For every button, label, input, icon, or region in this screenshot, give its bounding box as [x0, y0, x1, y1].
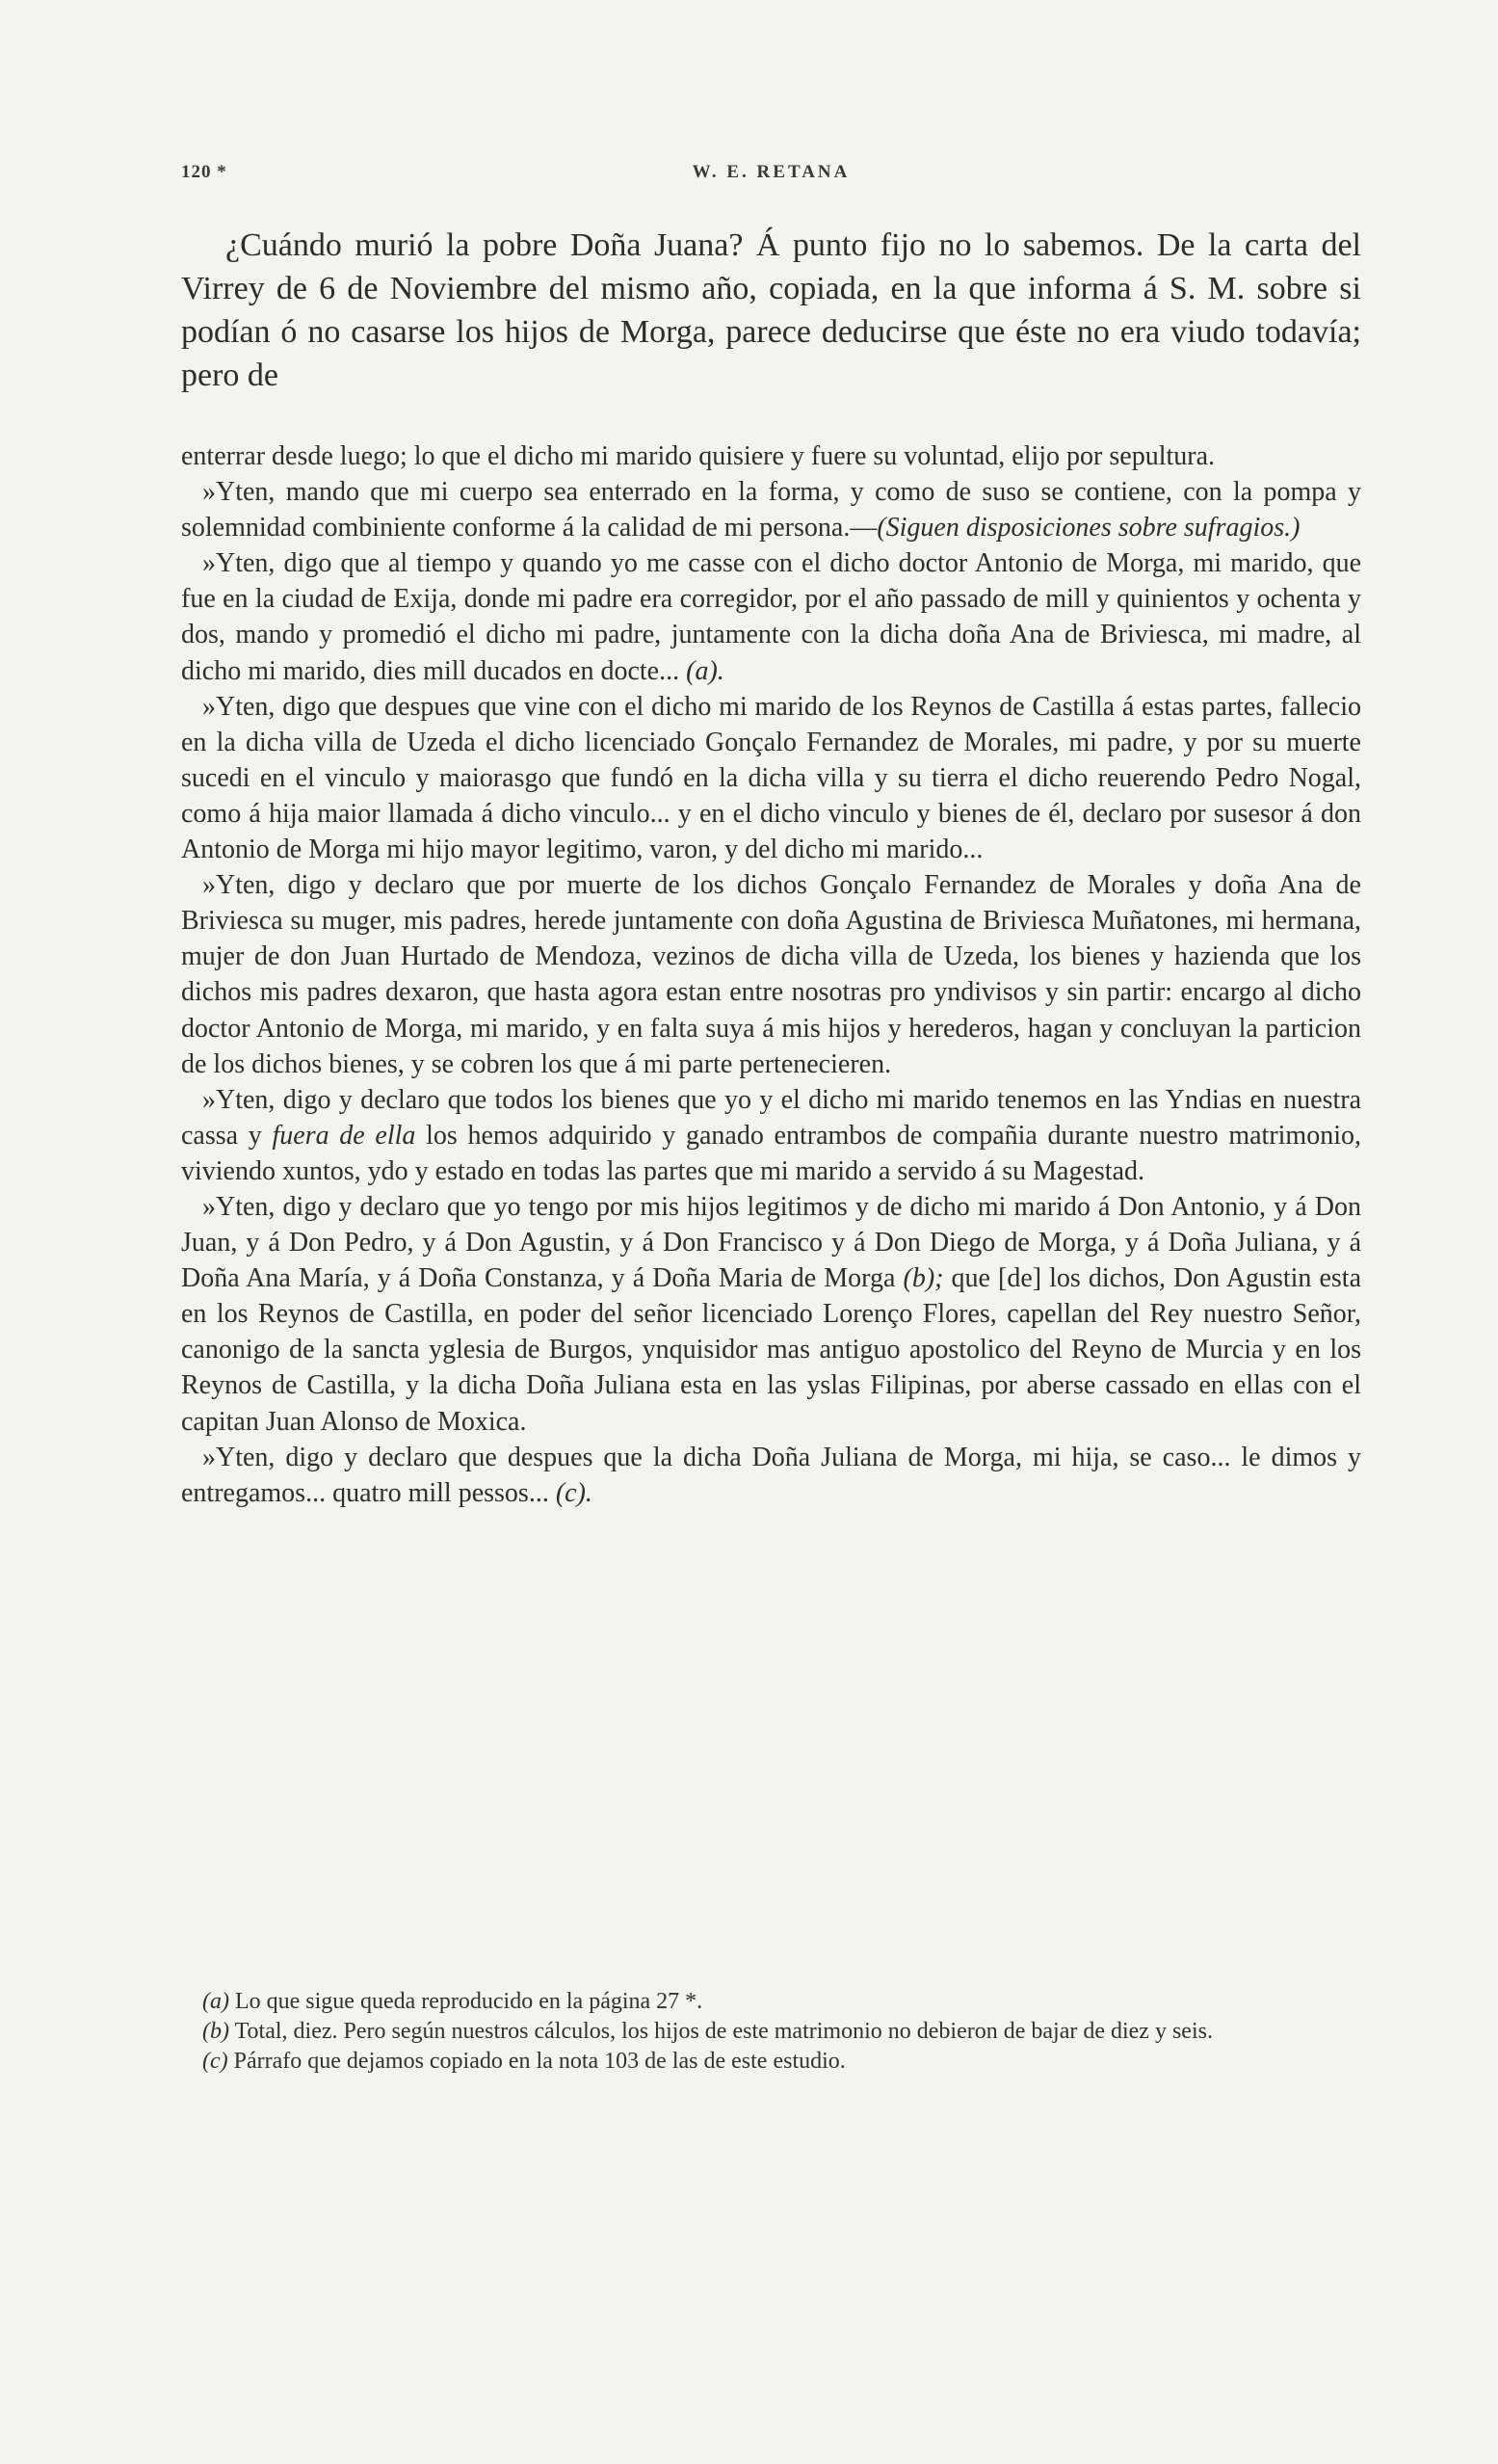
footnote-a: [181, 1987, 1361, 2016]
quoted-will-text: [181, 438, 1361, 1511]
footnote-ref-a: (a).: [686, 655, 724, 686]
quote-p8-text: »Yten, digo y declaro que despues que la dicha Doña Juliana de Morga, mi hija, se caso... le dimos y entregamos... quatro mill pessos...: [181, 1442, 1361, 1508]
footnote-text: Total, diez. Pero según nuestros cálculos, los hijos de este matrimonio no debieron de bajar de diez y seis.: [234, 2019, 1213, 2044]
quote-p6-text-a: »Yten, digo y declaro que todos los bienes que yo y el dicho mi marido tenemos en las Yndias en nuestra cassa y: [181, 1084, 1361, 1151]
quote-paragraph-2: [181, 474, 1361, 545]
quote-paragraph-4: »Yten, digo que despues que vine con el dicho mi marido de los Reynos de Castilla á estas partes, fallecio en la dicha villa de Uzeda el dicho licenciado Gonçalo Fernandez de Morales, mi padre, y por su muerte sucedi en el vinculo y maiorasgo que fundó en la dicha villa y su tierra el dicho reuerendo Pedro Nogal, como á hija maior llamada á dicho vinculo... y en el dicho vinculo y bienes de él, declaro por susesor á don Antonio de Morga mi hijo mayor legitimo, varon, y del dicho mi marido...: [181, 691, 1361, 865]
footnote-mark: (c): [202, 2049, 228, 2074]
quote-p2-text: »Yten, mando que mi cuerpo sea enterrado en la forma, y como de suso se contiene, con la pompa y solemnidad combiniente conforme á la calidad de mi persona.—: [181, 477, 1361, 543]
quote-p3-text: »Yten, digo que al tiempo y quando yo me casse con el dicho doctor Antonio de Morga, mi marido, que fue en la ciudad de Exija, donde mi padre era corregidor, por el año passado de mill y quinientos y ochenta y dos, mando y promedió el dicho mi padre, juntamente con la dicha doña Ana de Briviesca, mi madre, al dicho mi marido, dies mill ducados en docte...: [181, 548, 1361, 686]
footnote-mark: (b): [202, 2019, 229, 2044]
body-text: [181, 224, 1361, 397]
quote-paragraph-1: enterrar desde luego; lo que el dicho mi marido quisiere y fuere su voluntad, elijo por sepultura.: [181, 441, 1216, 471]
quote-paragraph-8: [181, 1440, 1361, 1511]
quote-p7-text-a: »Yten, digo y declaro que yo tengo por mis hijos legitimos y de dicho mi marido á Don Antonio, y á Don Juan, y á Don Pedro, y á Don Agustin, y á Don Francisco y á Don Diego de Morga, y á Doña Juliana, y á Doña Ana María, y á Doña Constanza, y á Doña Maria de Morga: [181, 1191, 1361, 1294]
quote-paragraph-6: [181, 1082, 1361, 1189]
footnote-mark: (a): [202, 1989, 229, 2014]
quote-p6-text-b: los hemos adquirido y ganado entrambos de compañia durante nuestro matrimonio, viviendo xuntos, ydo y estado en todas las partes que mi marido a servido á su Magestad.: [181, 1120, 1361, 1186]
running-head: W. E. RETANA: [692, 162, 851, 182]
body-paragraph: ¿Cuándo murió la pobre Doña Juana? Á punto fijo no lo sabemos. De la carta del Virrey de 6 de Noviembre del mismo año, copiada, en la que informa á S. M. sobre si podían ó no casarse los hijos de Morga, parece deducirse que éste no era viudo todavía; pero de: [181, 227, 1361, 393]
quote-p2-italic: (Siguen disposiciones sobre sufragios.): [877, 513, 1301, 543]
footnote-ref-c: (c).: [555, 1477, 592, 1508]
quote-paragraph-5: »Yten, digo y declaro que por muerte de los dichos Gonçalo Fernandez de Morales y doña Ana de Briviesca su muger, mis padres, herede juntamente con doña Agustina de Briviesca Muñatones, mi hermana, mujer de don Juan Hurtado de Mendoza, vezinos de dicha villa de Uzeda, los bienes y hazienda que los dichos mis padres dexaron, que hasta agora estan entre nosotras pro yndivisos y sin partir: encargo al dicho doctor Antonio de Morga, mi marido, y en falta suya á mis hijos y herederos, hagan y concluyan la particion de los dichos bienes, y se cobren los que á mi parte pertenecieren.: [181, 870, 1361, 1079]
footnote-b: [181, 2017, 1361, 2046]
page-number: 120 *: [181, 162, 227, 182]
quote-p7-text-b: que [de] los dichos, Don Agustin esta en los Reynos de Castilla, en poder del señor licenciado Lorenço Flores, capellan del Rey nuestro Señor, canonigo de la sancta yglesia de Burgos, ynquisidor mas antiguo apostolico del Reyno de Murcia y en los Reynos de Castilla, y la dicha Doña Juliana esta en las yslas Filipinas, por aberse cassado en ellas con el capitan Juan Alonso de Moxica.: [181, 1263, 1362, 1437]
footnote-text: Lo que sigue queda reproducido en la página 27 *.: [234, 1989, 703, 2014]
footnote-text: Párrafo que dejamos copiado en la nota 103 de las de este estudio.: [233, 2049, 846, 2074]
quote-paragraph-3: [181, 545, 1361, 688]
page-header: [181, 162, 1361, 200]
footnote-c: [181, 2047, 1361, 2076]
footnotes: [181, 1987, 1361, 2077]
quote-p6-italic: fuera de ella: [272, 1120, 416, 1151]
footnote-ref-b: (b);: [903, 1263, 944, 1294]
quote-paragraph-7: [181, 1189, 1361, 1440]
